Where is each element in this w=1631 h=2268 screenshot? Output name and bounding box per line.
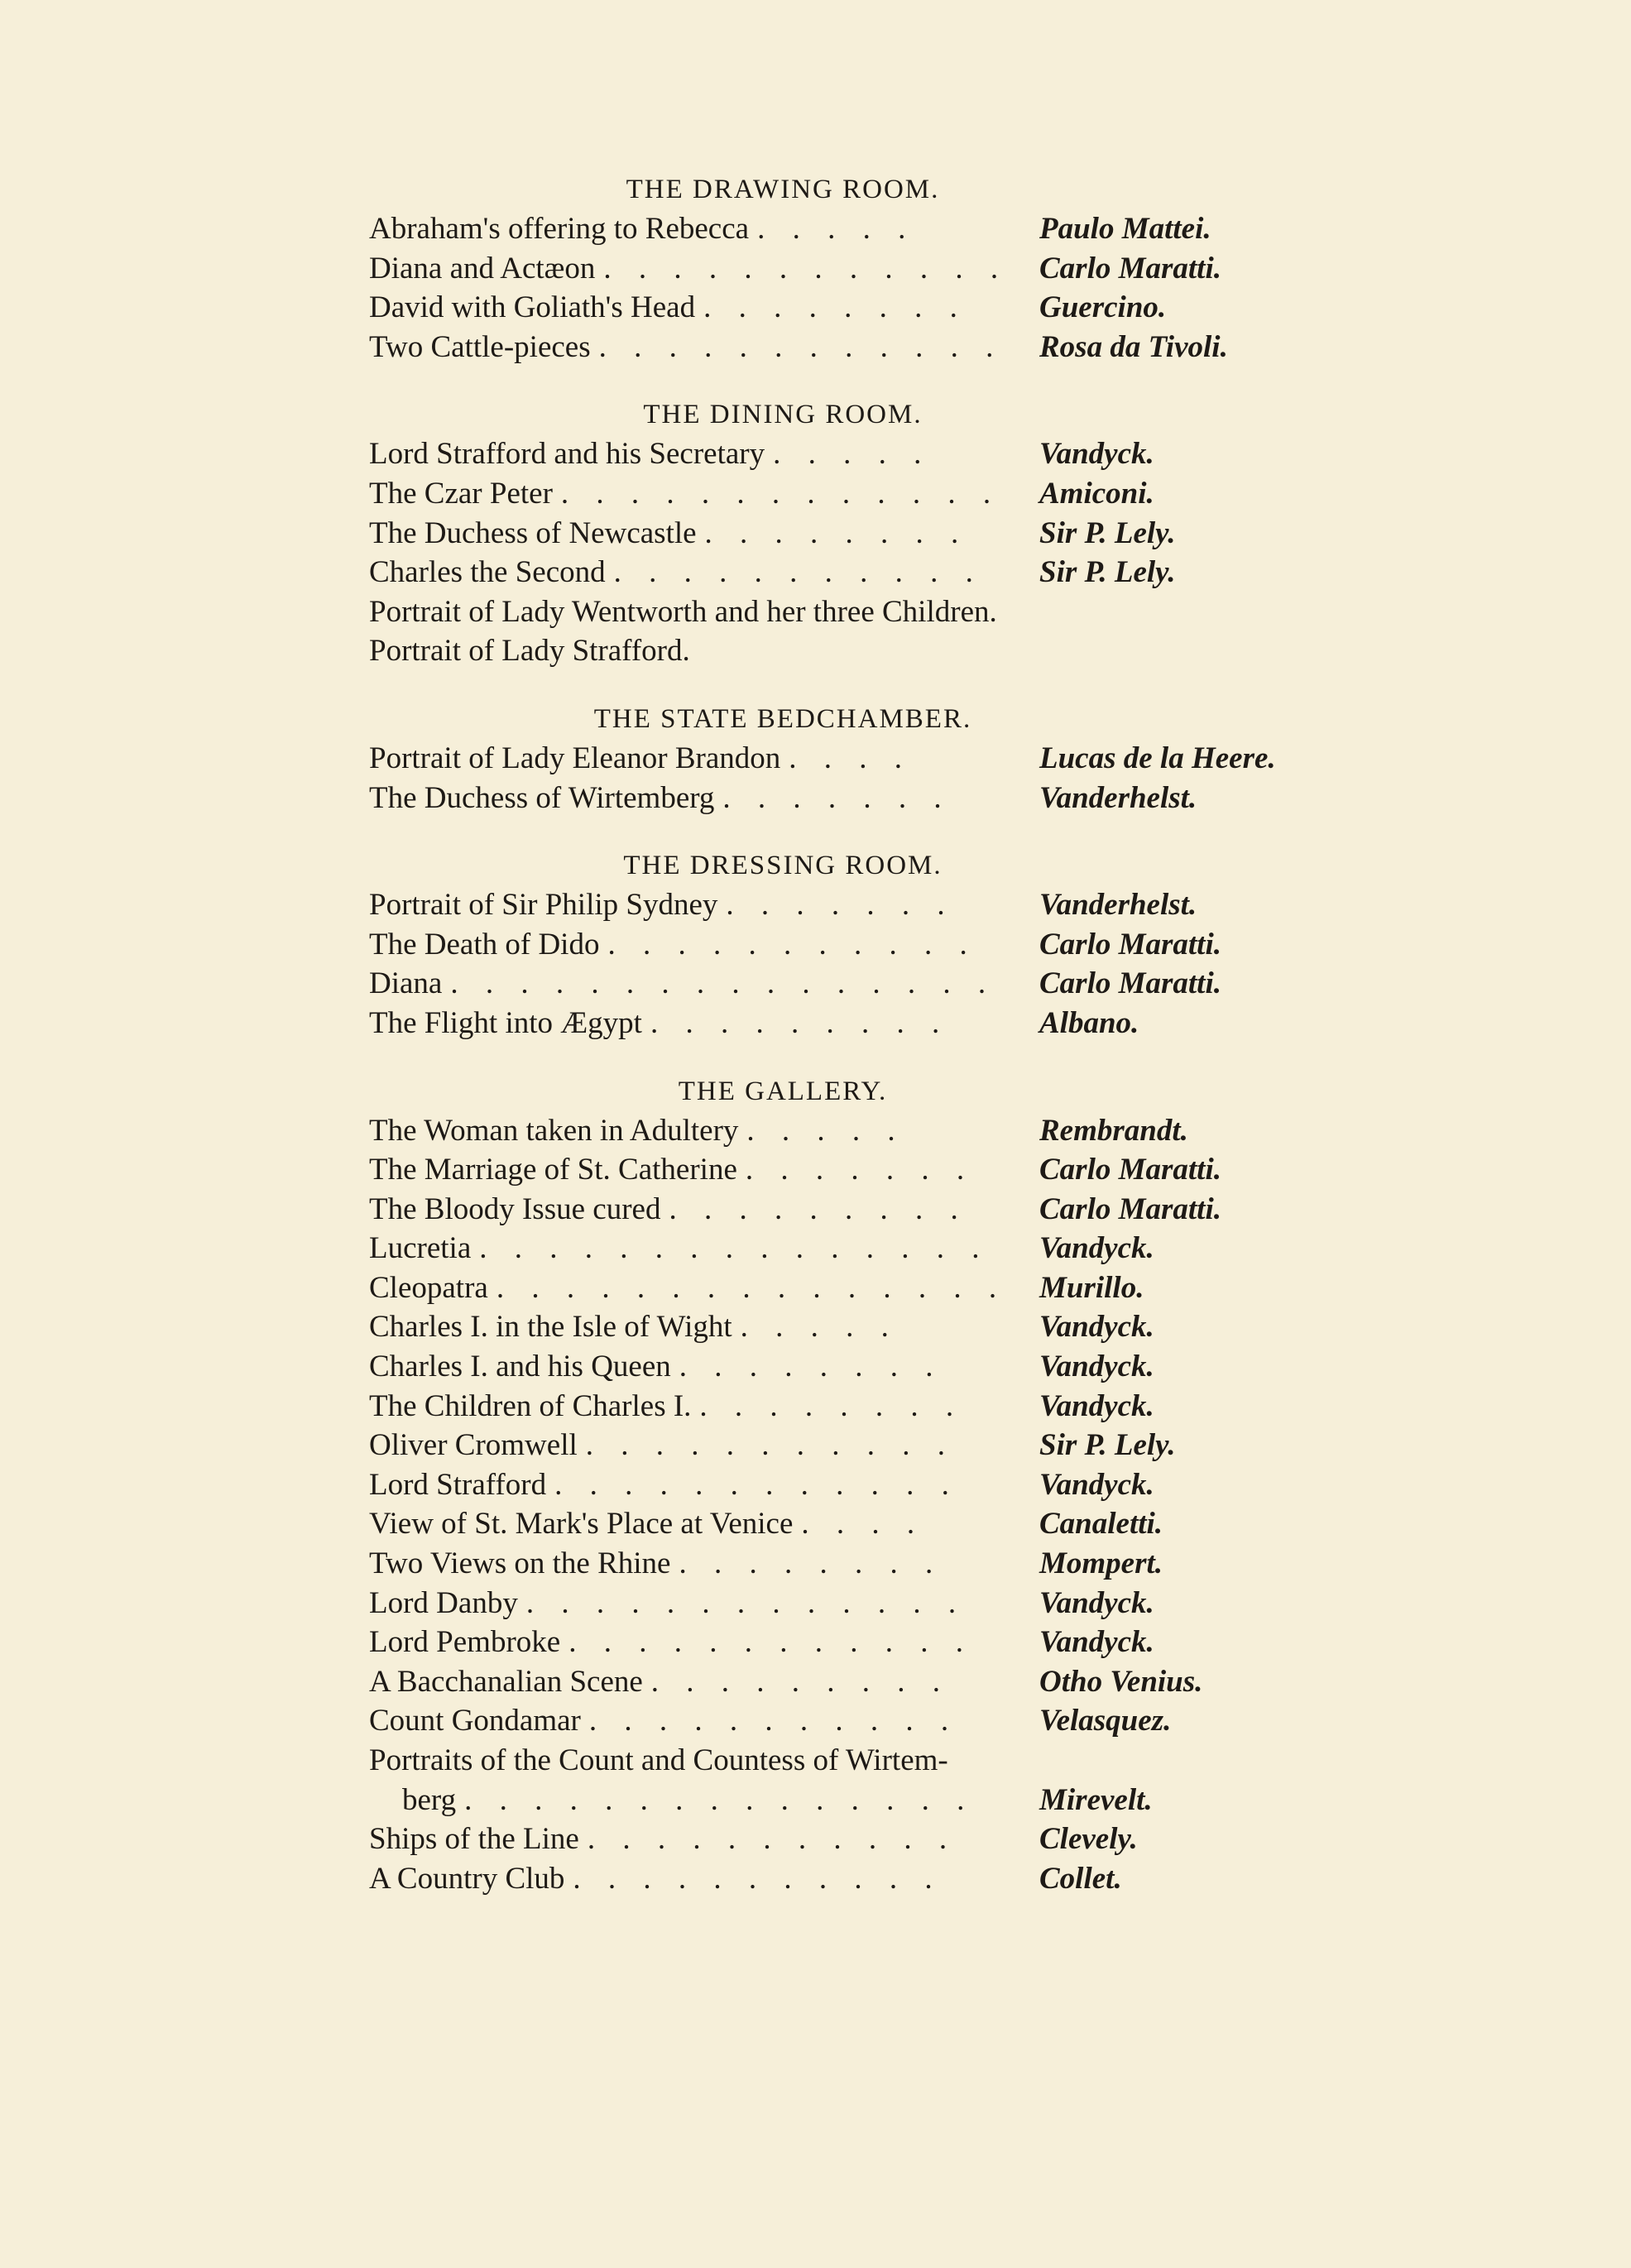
portrait-note: Portrait of Lady Strafford. [369, 634, 690, 669]
artist-name: Sir P. Lely. [1039, 555, 1176, 590]
dot-leader: . . . . . . . . . . . . . . . [479, 1231, 990, 1266]
section-heading: THE GALLERY. [678, 1076, 888, 1106]
catalogue-entry [369, 209, 1304, 249]
catalogue-entry [369, 964, 1304, 1004]
catalogue-entry [369, 925, 1304, 965]
dot-leader: . . . . . [773, 437, 932, 472]
catalogue-entry [369, 434, 1304, 474]
catalogue-entry [369, 739, 1304, 779]
artist-name: Rosa da Tivoli. [1039, 329, 1228, 364]
artist-name: Vandyck. [1039, 1585, 1154, 1620]
dot-leader: . . . . . . . . . . . [607, 927, 977, 961]
section-heading: THE STATE BEDCHAMBER. [593, 703, 972, 734]
artist-name: Vanderhelst. [1039, 780, 1197, 815]
section-drawing-room [369, 170, 1304, 367]
painting-title: Portrait of Lady Eleanor Brandon [369, 741, 781, 775]
artist-name: Vanderhelst. [1039, 888, 1197, 923]
artist-name: Vandyck. [1039, 1388, 1154, 1423]
catalogue-entry [369, 1387, 1304, 1426]
artist-name: Vandyck. [1039, 1310, 1154, 1345]
catalogue-entry [369, 1426, 1304, 1465]
painting-title: Lord Strafford and his Secretary [369, 437, 765, 472]
catalogue-entry [369, 514, 1304, 554]
artist-name: Guercino. [1039, 290, 1167, 325]
dot-leader: . . . . . . . . . . . . . . . [464, 1782, 975, 1817]
artist-name: Carlo Maratti. [1039, 1192, 1221, 1226]
painting-title: Lucretia [369, 1231, 472, 1266]
dot-leader: . . . . . . . . [704, 515, 969, 550]
dot-leader: . . . . . . . . . [669, 1192, 968, 1226]
painting-title: The Woman taken in Adultery [369, 1113, 739, 1148]
artist-name: Sir P. Lely. [1039, 1428, 1176, 1463]
catalogue-entry [369, 1701, 1304, 1741]
artist-name: Mirevelt. [1039, 1782, 1153, 1817]
catalogue-entry [369, 1544, 1304, 1584]
section-gallery [369, 1072, 1304, 1899]
dot-leader: . . . . . [740, 1310, 899, 1345]
catalogue-entry [369, 1623, 1304, 1662]
catalogue-entry [369, 1111, 1304, 1151]
painting-title: A Country Club [369, 1861, 565, 1896]
portrait-note: Portrait of Lady Wentworth and her three Children. [369, 594, 997, 629]
dot-leader: . . . . . . . . [679, 1546, 943, 1581]
catalogue-entry [369, 288, 1304, 328]
dot-leader: . . . . . . . . . . . [585, 1428, 956, 1463]
painting-title: Lord Danby [369, 1585, 518, 1620]
dot-leader: . . . . . . . . . . . [588, 1704, 959, 1738]
dot-leader: . . . . . . . . [703, 290, 967, 325]
dot-leader: . . . . . . . . . . . [573, 1861, 943, 1896]
artist-name: Carlo Maratti. [1039, 927, 1221, 961]
section-state-bedchamber [369, 699, 1304, 818]
painting-title: Abraham's offering to Rebecca [369, 212, 750, 246]
artist-name: Vandyck. [1039, 1625, 1154, 1660]
painting-title: Diana and Actæon [369, 251, 596, 285]
artist-name: Sir P. Lely. [1039, 515, 1176, 550]
painting-title: Lord Pembroke [369, 1625, 561, 1660]
dot-leader: . . . . . [757, 212, 916, 246]
catalogue-entry [369, 1268, 1304, 1308]
section-dressing-room [369, 846, 1304, 1043]
painting-title: Portrait of Sir Philip Sydney [369, 888, 718, 923]
dot-leader: . . . . . . . . . . . . . . . [496, 1270, 1007, 1305]
painting-title: Ships of the Line [369, 1822, 579, 1857]
painting-title: Two Views on the Rhine [369, 1546, 671, 1581]
section-heading: THE DRAWING ROOM. [626, 175, 940, 204]
painting-title: The Children of Charles I. [369, 1388, 692, 1423]
section-heading: THE DRESSING ROOM. [623, 851, 943, 881]
painting-title: Charles I. in the Isle of Wight [369, 1310, 732, 1345]
dot-leader: . . . . . . . . . . . . . [560, 476, 1001, 511]
catalogue-entry [369, 1820, 1304, 1859]
dot-leader: . . . . . . . . . . . . [598, 329, 1004, 364]
painting-title: The Bloody Issue cured [369, 1192, 661, 1226]
dot-leader: . . . . . . . . [679, 1350, 943, 1384]
dot-leader: . . . . . . . . . . . [613, 555, 983, 590]
painting-title: Charles I. and his Queen [369, 1350, 671, 1384]
artist-name: Amiconi. [1039, 476, 1154, 511]
artist-name: Otho Venius. [1039, 1664, 1203, 1699]
painting-title: Count Gondamar [369, 1704, 581, 1738]
dot-leader: . . . . . . . [722, 780, 952, 815]
painting-title: The Duchess of Wirtemberg [369, 780, 715, 815]
dot-leader: . . . . [789, 741, 913, 775]
dot-leader: . . . . . [746, 1113, 905, 1148]
dot-leader: . . . . . . . . . . . . [554, 1467, 959, 1502]
catalogue-entry [369, 1465, 1304, 1505]
catalogue-entry [369, 1190, 1304, 1230]
painting-title: David with Goliath's Head [369, 290, 696, 325]
dot-leader: . . . . . . . . . . . . . . . . [450, 966, 996, 1001]
dot-leader: . . . . . . . . . . . . [603, 251, 1009, 285]
painting-title: The Marriage of St. Catherine [369, 1153, 737, 1187]
dot-leader: . . . . . . . [745, 1153, 975, 1187]
artist-name: Paulo Mattei. [1039, 212, 1211, 246]
painting-title: The Death of Dido [369, 927, 600, 961]
painting-title: Oliver Cromwell [369, 1428, 578, 1463]
catalogue-entry [369, 779, 1304, 818]
catalogue-entry [369, 1584, 1304, 1623]
catalogue-entry [369, 1347, 1304, 1387]
catalogue-entry [369, 553, 1304, 592]
section-spacer [369, 671, 1304, 699]
catalogue-entry [369, 1781, 1304, 1820]
artist-name: Clevely. [1039, 1822, 1138, 1857]
painting-title: The Flight into Ægypt [369, 1005, 642, 1040]
catalogue-entry [369, 885, 1304, 925]
catalogue-entry [369, 474, 1304, 514]
painting-title: Two Cattle-pieces [369, 329, 591, 364]
catalogue-entry [369, 1150, 1304, 1190]
section-dining-room [369, 395, 1304, 671]
dot-leader: . . . . . . . . . . . . . [525, 1585, 967, 1620]
catalogue-entry [369, 1859, 1304, 1899]
artist-name: Vandyck. [1039, 437, 1154, 472]
painting-title: Diana [369, 966, 443, 1001]
painting-title: The Czar Peter [369, 476, 553, 511]
section-spacer [369, 1043, 1304, 1072]
catalogue-entry [369, 328, 1304, 367]
artist-name: Mompert. [1039, 1546, 1163, 1581]
artist-name: Lucas de la Heere. [1039, 741, 1276, 775]
section-spacer [369, 818, 1304, 846]
artist-name: Vandyck. [1039, 1231, 1154, 1266]
artist-name: Vandyck. [1039, 1350, 1154, 1384]
painting-title: Charles the Second [369, 555, 606, 590]
painting-title: A Bacchanalian Scene [369, 1664, 643, 1699]
painting-title: berg [402, 1782, 457, 1817]
dot-leader: . . . . . . . . . [650, 1664, 951, 1699]
dot-leader: . . . . . . . . . [650, 1005, 950, 1040]
painting-title: Cleopatra [369, 1270, 488, 1305]
wrapped-entry-first-line: Portraits of the Count and Countess of Wirtem- [369, 1743, 948, 1777]
catalogue-entry [369, 1504, 1304, 1544]
artist-name: Albano. [1039, 1005, 1139, 1040]
picture-catalogue [369, 170, 1304, 1898]
painting-title: The Duchess of Newcastle [369, 515, 697, 550]
artist-name: Carlo Maratti. [1039, 251, 1221, 285]
artist-name: Carlo Maratti. [1039, 1153, 1221, 1187]
catalogue-entry [369, 1004, 1304, 1043]
artist-name: Vandyck. [1039, 1467, 1154, 1502]
dot-leader: . . . . . . . [726, 888, 955, 923]
painting-title: View of St. Mark's Place at Venice [369, 1507, 794, 1542]
dot-leader: . . . . . . . . [699, 1388, 964, 1423]
section-heading: THE DINING ROOM. [643, 400, 923, 430]
artist-name: Murillo. [1039, 1270, 1144, 1305]
artist-name: Rembrandt. [1039, 1113, 1188, 1148]
artist-name: Carlo Maratti. [1039, 966, 1221, 1001]
artist-name: Canaletti. [1039, 1507, 1163, 1542]
catalogue-entry [369, 1662, 1304, 1702]
dot-leader: . . . . . . . . . . . [587, 1822, 957, 1857]
catalogue-entry [369, 1307, 1304, 1347]
artist-name: Collet. [1039, 1861, 1122, 1896]
artist-name: Velasquez. [1039, 1704, 1172, 1738]
dot-leader: . . . . [801, 1507, 925, 1542]
dot-leader: . . . . . . . . . . . . [568, 1625, 973, 1660]
section-spacer [369, 367, 1304, 395]
painting-title: Lord Strafford [369, 1467, 547, 1502]
catalogue-entry [369, 1229, 1304, 1268]
catalogue-entry [369, 249, 1304, 289]
